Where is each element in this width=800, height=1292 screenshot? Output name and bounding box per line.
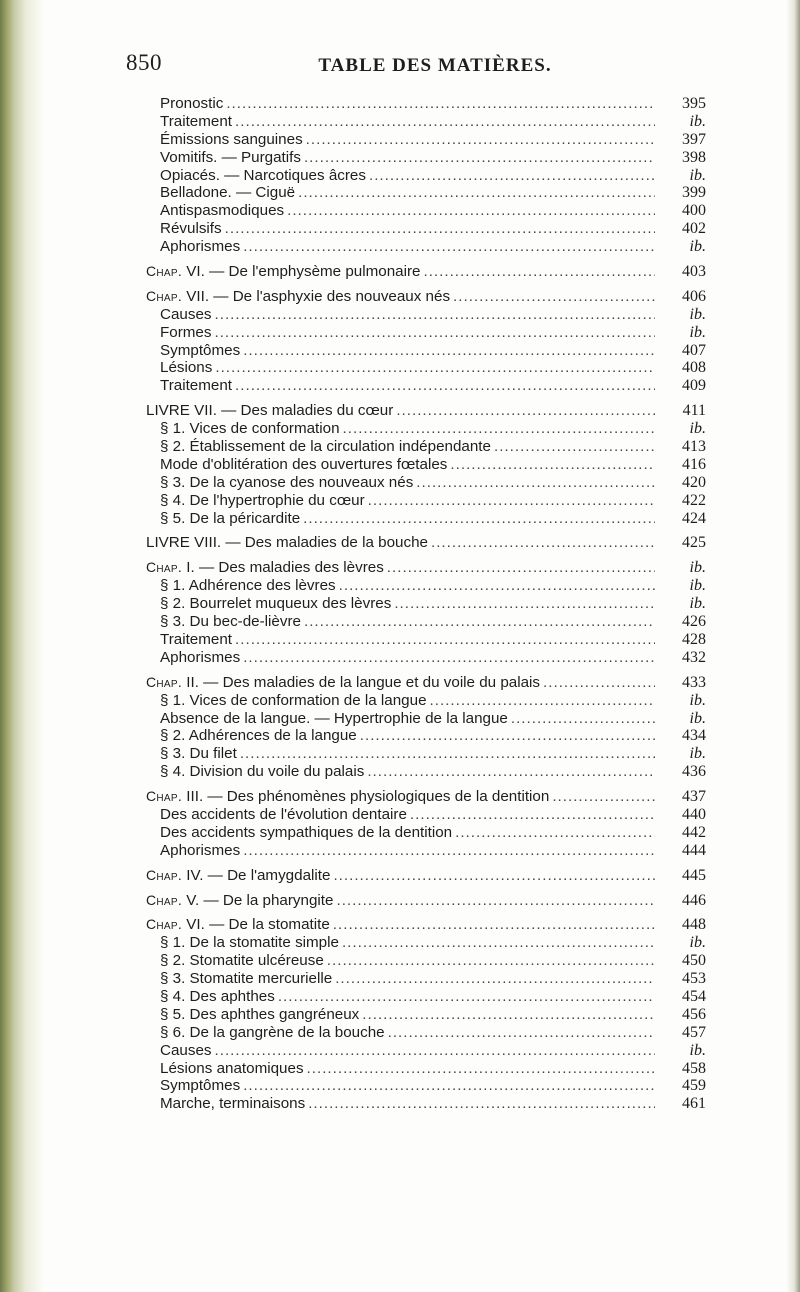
toc-entry [146,745,706,763]
dot-leader [243,842,655,860]
toc-entry-label [160,95,223,113]
toc-entry [146,692,706,710]
chapter-prefix: Chap. [146,891,183,908]
dot-leader [226,95,655,113]
toc-page-number: ib. [689,691,706,709]
toc-page-number: ib. [689,559,706,577]
dot-leader [343,420,655,438]
toc-heading-entry [146,559,706,577]
toc-entry-label [160,238,240,256]
toc-page-number: 413 [682,438,706,456]
toc-heading-entry [146,674,706,692]
toc-entry-label [160,1042,212,1060]
dot-leader [298,184,655,202]
toc-entry-label [160,1024,385,1042]
toc-entry-text: § 3. Stomatite mercurielle [160,970,333,988]
toc-page-number: ib. [689,577,706,595]
toc-entry-text: Marche, terminaisons [160,1095,306,1113]
page-number: 850 [126,50,162,75]
toc-entry-label [160,220,222,238]
toc-entry-label [160,342,240,360]
dot-leader [336,892,655,910]
dot-leader [225,220,655,238]
toc-entry [146,1077,706,1095]
dot-leader [453,288,655,306]
toc-entry-label [160,763,364,781]
toc-page-number: 403 [682,263,706,281]
toc-entry [146,613,706,631]
dot-leader [396,402,655,420]
toc-page-number: 434 [682,727,706,745]
toc-page-number: 442 [682,823,706,841]
dot-leader [369,167,655,185]
toc-entry-label [146,916,330,934]
toc-page-number: ib. [689,112,706,130]
toc-page-number: 459 [682,1077,706,1095]
toc-entry [146,1024,706,1042]
toc-page-number: 422 [682,491,706,509]
toc-page-number: ib. [689,323,706,341]
dot-leader [304,613,655,631]
toc-entry [146,377,706,395]
toc-page-number: 433 [682,673,706,691]
toc-entry-text: Traitement [160,112,233,130]
toc-entry-label [160,474,413,492]
toc-entry-label [146,534,428,552]
toc-page-number: ib. [689,238,706,256]
toc-entry [146,167,706,185]
toc-entry [146,438,706,456]
dot-leader [215,359,655,377]
dot-leader [215,306,656,324]
toc-heading-entry [146,402,706,420]
toc-entry-text: VIII. — Des maladies de la bouche [189,534,428,552]
toc-entry [146,184,706,202]
toc-page-number: ib. [689,745,706,763]
dot-leader [327,952,655,970]
toc-page-number: ib. [689,305,706,323]
toc-entry-text: Traitement [160,630,233,648]
toc-entry [146,952,706,970]
toc-entry [146,1095,706,1113]
toc-entry-text: Belladone. — Ciguë [160,184,296,202]
dot-leader [240,745,655,763]
toc-entry-label [160,710,508,728]
toc-entry-text: V. — De la pharyngite [182,891,334,909]
toc-heading-entry [146,867,706,885]
toc-entry-label [146,788,549,806]
toc-entry-label [160,692,427,710]
toc-entry [146,806,706,824]
toc-entry [146,1006,706,1024]
dot-leader [552,788,655,806]
dot-leader [362,1006,655,1024]
toc-entry-label [146,892,333,910]
toc-entry [146,359,706,377]
dot-leader [243,238,655,256]
toc-entry [146,763,706,781]
toc-entry-label [146,674,540,692]
toc-entry [146,149,706,167]
toc-entry-text: § 3. Du bec-de-lièvre [160,613,301,631]
toc-page-number: 446 [682,891,706,909]
dot-leader [307,1060,655,1078]
toc-entry-label [146,263,420,281]
toc-entry-label [160,952,324,970]
toc-entry-label [160,492,365,510]
dot-leader [304,149,655,167]
toc-page-number: 420 [682,473,706,491]
dot-leader [450,456,655,474]
toc-entry [146,492,706,510]
toc-page-number: 445 [682,866,706,884]
toc-entry-label [160,1095,305,1113]
toc-entry-label [160,1077,240,1095]
toc-page-number: 409 [682,377,706,395]
dot-leader [235,631,655,649]
toc-heading-entry [146,263,706,281]
toc-entry-text: Antispasmodiques [160,202,285,220]
toc-entry [146,842,706,860]
toc-entry-text: VII. — De l'asphyxie des nouveaux nés [182,287,451,305]
toc-entry-text: Traitement [160,377,233,395]
toc-entry-text: § 6. De la gangrène de la bouche [160,1023,385,1041]
toc-entry-text: Émissions sanguines [160,130,303,148]
toc-page-number: 454 [682,987,706,1005]
toc-entry [146,342,706,360]
toc-page-number: 450 [682,952,706,970]
toc-entry-text: VI. — De l'emphysème pulmonaire [182,263,421,281]
dot-leader [243,342,655,360]
toc-entry [146,220,706,238]
dot-leader [431,534,655,552]
toc-entry [146,1060,706,1078]
dot-leader [243,649,655,667]
toc-entry-text: Absence de la langue. — Hypertrophie de la langue [160,709,508,727]
dot-leader [214,324,655,342]
toc-entry-label [160,202,284,220]
toc-entry-text: § 3. De la cyanose des nouveaux nés [160,473,414,491]
toc-entry [146,649,706,667]
chapter-prefix: Chap. [146,916,183,933]
toc-entry-text: III. — Des phénomènes physiologiques de la dentition [182,788,550,806]
toc-entry-text: Causes [160,1041,212,1059]
toc-page-number: ib. [689,166,706,184]
toc-page-number: 461 [682,1095,706,1113]
toc-page-number: 444 [682,841,706,859]
running-title: TABLE DES MATIÈRES. [318,55,552,76]
toc-entry-text: § 5. Des aphthes gangréneux [160,1005,360,1023]
toc-entry-text: Aphorismes [160,841,241,859]
chapter-prefix: Chap. [146,788,183,805]
toc-entry [146,420,706,438]
toc-entry [146,202,706,220]
toc-entry-text: VI. — De la stomatite [182,916,330,934]
dot-leader [306,131,655,149]
toc-entry-text: § 4. Division du voile du palais [160,763,365,781]
toc-entry [146,95,706,113]
toc-entry [146,238,706,256]
toc-page-number: 402 [682,220,706,238]
toc-entry-text: Formes [160,323,212,341]
toc-page-number: 400 [682,202,706,220]
toc-entry-label [160,420,340,438]
toc-entry-text: § 3. Du filet [160,745,237,763]
toc-page-number: 399 [682,184,706,202]
book-prefix: LIVRE [146,534,190,552]
dot-leader [278,988,655,1006]
chapter-prefix: Chap. [146,559,183,576]
toc-heading-entry [146,534,706,552]
toc-entry-label [160,595,391,613]
toc-entry-text: Des accidents sympathiques de la dentition [160,823,453,841]
toc-entry [146,934,706,952]
dot-leader [423,263,655,281]
toc-entry-text: Mode d'oblitération des ouvertures fœtales [160,455,448,473]
toc-entry-label [160,306,212,324]
dot-leader [387,559,655,577]
toc-entry-label [160,113,232,131]
toc-entry-text: § 2. Adhérences de la langue [160,727,357,745]
toc-entry-text: Symptômes [160,1077,241,1095]
toc-entry [146,324,706,342]
chapter-prefix: Chap. [146,673,183,690]
toc-entry-text: Aphorismes [160,648,241,666]
toc-entry-text: Révulsifs [160,220,222,238]
toc-entry-text: Pronostic [160,95,224,112]
toc-entry-label [160,131,303,149]
toc-page-number: 411 [682,402,706,420]
toc-page-number: 407 [682,341,706,359]
toc-entry-label [160,510,300,528]
chapter-prefix: Chap. [146,263,183,280]
dot-leader [410,806,655,824]
toc-entry-label [160,745,237,763]
toc-page-number: 458 [682,1059,706,1077]
toc-entry-text: § 1. Adhérence des lèvres [160,577,336,595]
toc-entry [146,1042,706,1060]
toc-entry-label [160,167,366,185]
toc-entry [146,456,706,474]
toc-entry-text: § 1. Vices de conformation [160,420,340,438]
toc-page-number: 448 [682,916,706,934]
toc-page-number: 456 [682,1005,706,1023]
page-binding-edge [0,0,44,1292]
toc-entry [146,510,706,528]
toc-entry [146,306,706,324]
dot-leader [235,377,655,395]
toc-heading-entry [146,916,706,934]
toc-entry [146,970,706,988]
dot-leader [367,763,655,781]
toc-entry-text: § 2. Bourrelet muqueux des lèvres [160,595,392,613]
dot-leader [342,934,655,952]
toc-page-number: 457 [682,1023,706,1041]
dot-leader [368,492,655,510]
toc-page-number: 440 [682,805,706,823]
dot-leader [360,727,655,745]
toc-entry-label [146,867,330,885]
toc-page-number: 425 [682,534,706,552]
toc-page-number: 395 [682,95,706,112]
table-of-contents [146,95,706,1113]
toc-page-number: 453 [682,970,706,988]
dot-leader [416,474,655,492]
toc-entry [146,988,706,1006]
toc-entry-text: II. — Des maladies de la langue et du voile du palais [182,673,541,691]
toc-entry [146,577,706,595]
toc-page-number: ib. [689,595,706,613]
toc-page-number: 398 [682,148,706,166]
dot-leader [243,1077,655,1095]
dot-leader [333,867,655,885]
toc-entry-text: Lésions anatomiques [160,1059,304,1077]
toc-entry-label [160,1060,304,1078]
toc-entry-label [160,970,332,988]
toc-entry-label [160,842,240,860]
dot-leader [543,674,655,692]
toc-entry-label [160,359,212,377]
toc-page-number: ib. [689,1041,706,1059]
toc-entry-text: § 4. Des aphthes [160,987,275,1005]
dot-leader [308,1095,655,1113]
dot-leader [430,692,655,710]
dot-leader [335,970,655,988]
toc-page-number: 416 [682,455,706,473]
toc-entry-text: Causes [160,305,212,323]
toc-entry-text: § 2. Stomatite ulcéreuse [160,952,324,970]
dot-leader [511,710,655,728]
toc-page-number: 424 [682,509,706,527]
toc-entry-label [160,988,275,1006]
chapter-prefix: Chap. [146,866,183,883]
toc-entry-text: § 4. De l'hypertrophie du cœur [160,491,365,509]
toc-entry [146,474,706,492]
toc-page-number: 406 [682,287,706,305]
toc-entry-label [160,1006,359,1024]
toc-entry [146,824,706,842]
toc-entry-label [160,324,211,342]
dot-leader [235,113,655,131]
toc-page-number: ib. [689,420,706,438]
toc-entry-label [160,456,447,474]
toc-page-number: 408 [682,359,706,377]
toc-entry-text: § 5. De la péricardite [160,509,301,527]
toc-entry-text: Symptômes [160,341,241,359]
dot-leader [339,577,655,595]
toc-entry-label [160,727,357,745]
toc-entry-label [160,806,407,824]
dot-leader [388,1024,655,1042]
page-right-edge [786,0,800,1292]
dot-leader [287,202,655,220]
toc-entry-label [160,631,232,649]
book-prefix: LIVRE [146,402,190,420]
toc-page-number: 426 [682,613,706,631]
toc-entry-label [160,149,301,167]
toc-heading-entry [146,892,706,910]
toc-entry-text: § 1. De la stomatite simple [160,934,339,952]
toc-entry-label [160,577,336,595]
toc-page-number: 437 [682,788,706,806]
toc-entry-text: I. — Des maladies des lèvres [182,559,384,577]
toc-heading-entry [146,288,706,306]
toc-entry [146,595,706,613]
toc-entry-text: IV. — De l'amygdalite [182,866,331,884]
dot-leader [333,916,655,934]
toc-entry-text: Aphorismes [160,238,241,256]
toc-entry [146,727,706,745]
toc-entry-label [160,613,301,631]
toc-entry [146,631,706,649]
toc-entry-text: Vomitifs. — Purgatifs [160,148,301,166]
toc-page-number: 436 [682,763,706,781]
toc-entry-label [160,377,232,395]
toc-entry-text: Des accidents de l'évolution dentaire [160,805,407,823]
dot-leader [494,438,655,456]
toc-entry-text: Opiacés. — Narcotiques âcres [160,166,366,184]
toc-page-number: 432 [682,648,706,666]
toc-entry [146,113,706,131]
toc-entry-label [160,184,295,202]
toc-heading-entry [146,788,706,806]
toc-entry-label [146,288,450,306]
toc-page-number: 428 [682,630,706,648]
toc-page-number: ib. [689,709,706,727]
toc-entry [146,131,706,149]
toc-entry-text: § 1. Vices de conformation de la langue [160,691,427,709]
dot-leader [215,1042,656,1060]
dot-leader [303,510,655,528]
toc-page-number: 397 [682,130,706,148]
chapter-prefix: Chap. [146,287,183,304]
toc-entry-label [160,438,491,456]
dot-leader [455,824,655,842]
toc-entry-text: § 2. Établissement de la circulation indépendante [160,438,491,456]
toc-entry-text: Lésions [160,359,213,377]
dot-leader [394,595,655,613]
toc-page-number: ib. [689,934,706,952]
toc-entry [146,710,706,728]
toc-entry-label [146,402,393,420]
toc-entry-label [160,649,240,667]
toc-entry-label [160,824,452,842]
toc-entry-text: VII. — Des maladies du cœur [189,402,394,420]
toc-entry-label [160,934,339,952]
toc-entry-label [146,559,384,577]
